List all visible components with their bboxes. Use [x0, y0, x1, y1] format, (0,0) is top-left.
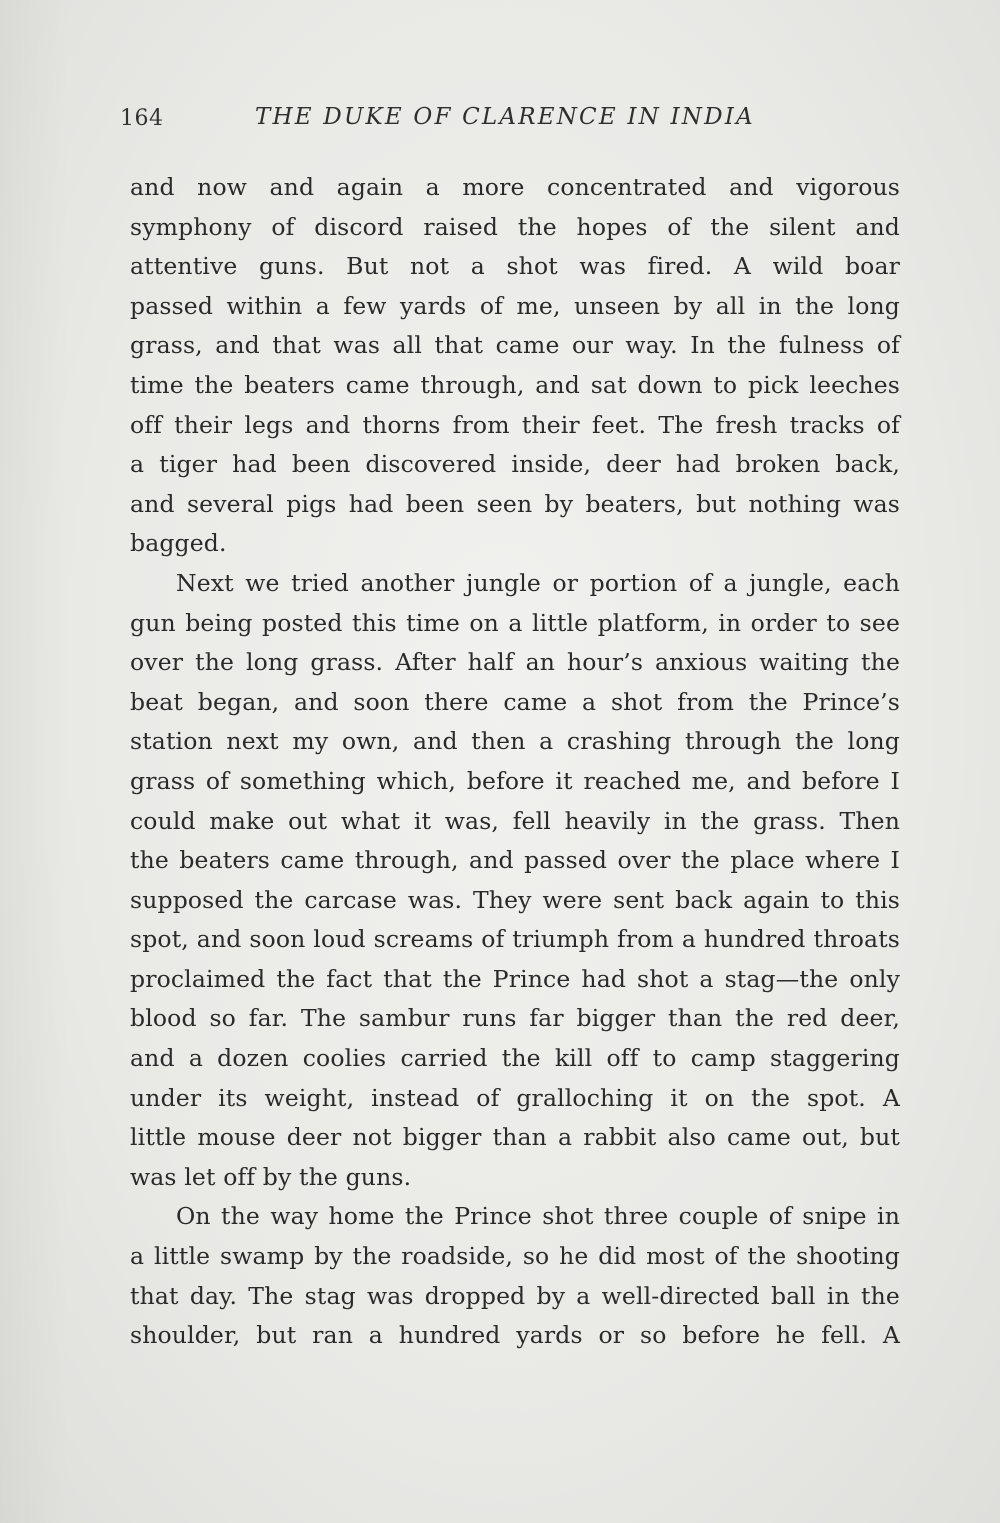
paragraph-1: [130, 168, 900, 564]
page-header: [120, 104, 820, 138]
text-line: could make out what it was, fell heavily in the grass. Then: [130, 806, 900, 835]
text-line: the beaters came through, and passed over the place where I: [130, 846, 900, 875]
text-line: symphony of discord raised the hopes of the silent and: [130, 212, 900, 241]
text-line: shoulder, but ran a hundred yards or so before he fell. A: [130, 1321, 900, 1350]
text-line: off their legs and thorns from their feet. The fresh tracks of: [130, 410, 900, 439]
text-line: a little swamp by the roadside, so he did most of the shooting: [130, 1242, 900, 1271]
text-line: passed within a few yards of me, unseen by all in the long: [130, 291, 900, 320]
text-line: Next we tried another jungle or portion of a jungle, each: [176, 568, 900, 597]
text-line: On the way home the Prince shot three couple of snipe in: [176, 1202, 900, 1231]
text-line: proclaimed the fact that the Prince had shot a stag—the only: [130, 964, 900, 993]
paragraph-3: [130, 1197, 900, 1355]
text-line: and now and again a more concentrated and vigorous: [130, 173, 900, 201]
text-line: that day. The stag was dropped by a well-directed ball in the: [130, 1281, 900, 1310]
text-line: bagged.: [130, 529, 227, 558]
text-line: a tiger had been discovered inside, deer had broken back,: [130, 450, 900, 479]
text-line: time the beaters came through, and sat down to pick leeches: [130, 370, 900, 399]
text-line: spot, and soon loud screams of triumph from a hundred throats: [130, 925, 900, 954]
body-text: [130, 168, 900, 1356]
text-line: blood so far. The sambur runs far bigger than the red deer,: [130, 1004, 900, 1033]
paragraph-2: [130, 564, 900, 1198]
text-line: and a dozen coolies carried the kill off to camp staggering: [130, 1044, 900, 1073]
text-line: was let off by the guns.: [130, 1162, 412, 1191]
text-line: supposed the carcase was. They were sent back again to this: [130, 885, 900, 914]
text-line: station next my own, and then a crashing through the long: [130, 727, 900, 756]
text-line: beat began, and soon there came a shot from the Prince’s: [130, 687, 900, 716]
text-line: little mouse deer not bigger than a rabbit also came out, but: [130, 1123, 900, 1152]
text-line: over the long grass. After half an hour’s anxious waiting the: [130, 648, 900, 677]
page-number: 164: [120, 106, 164, 131]
text-line: gun being posted this time on a little platform, in order to see: [130, 608, 900, 637]
text-line: grass of something which, before it reached me, and before I: [130, 766, 900, 795]
text-line: under its weight, instead of gralloching it on the spot. A: [130, 1083, 900, 1112]
text-line: grass, and that was all that came our way. In the fulness of: [130, 331, 900, 360]
text-line: attentive guns. But not a shot was fired. A wild boar: [130, 252, 900, 281]
running-head: THE DUKE OF CLARENCE IN INDIA: [255, 104, 755, 130]
text-line: and several pigs had been seen by beaters, but nothing was: [130, 489, 900, 518]
